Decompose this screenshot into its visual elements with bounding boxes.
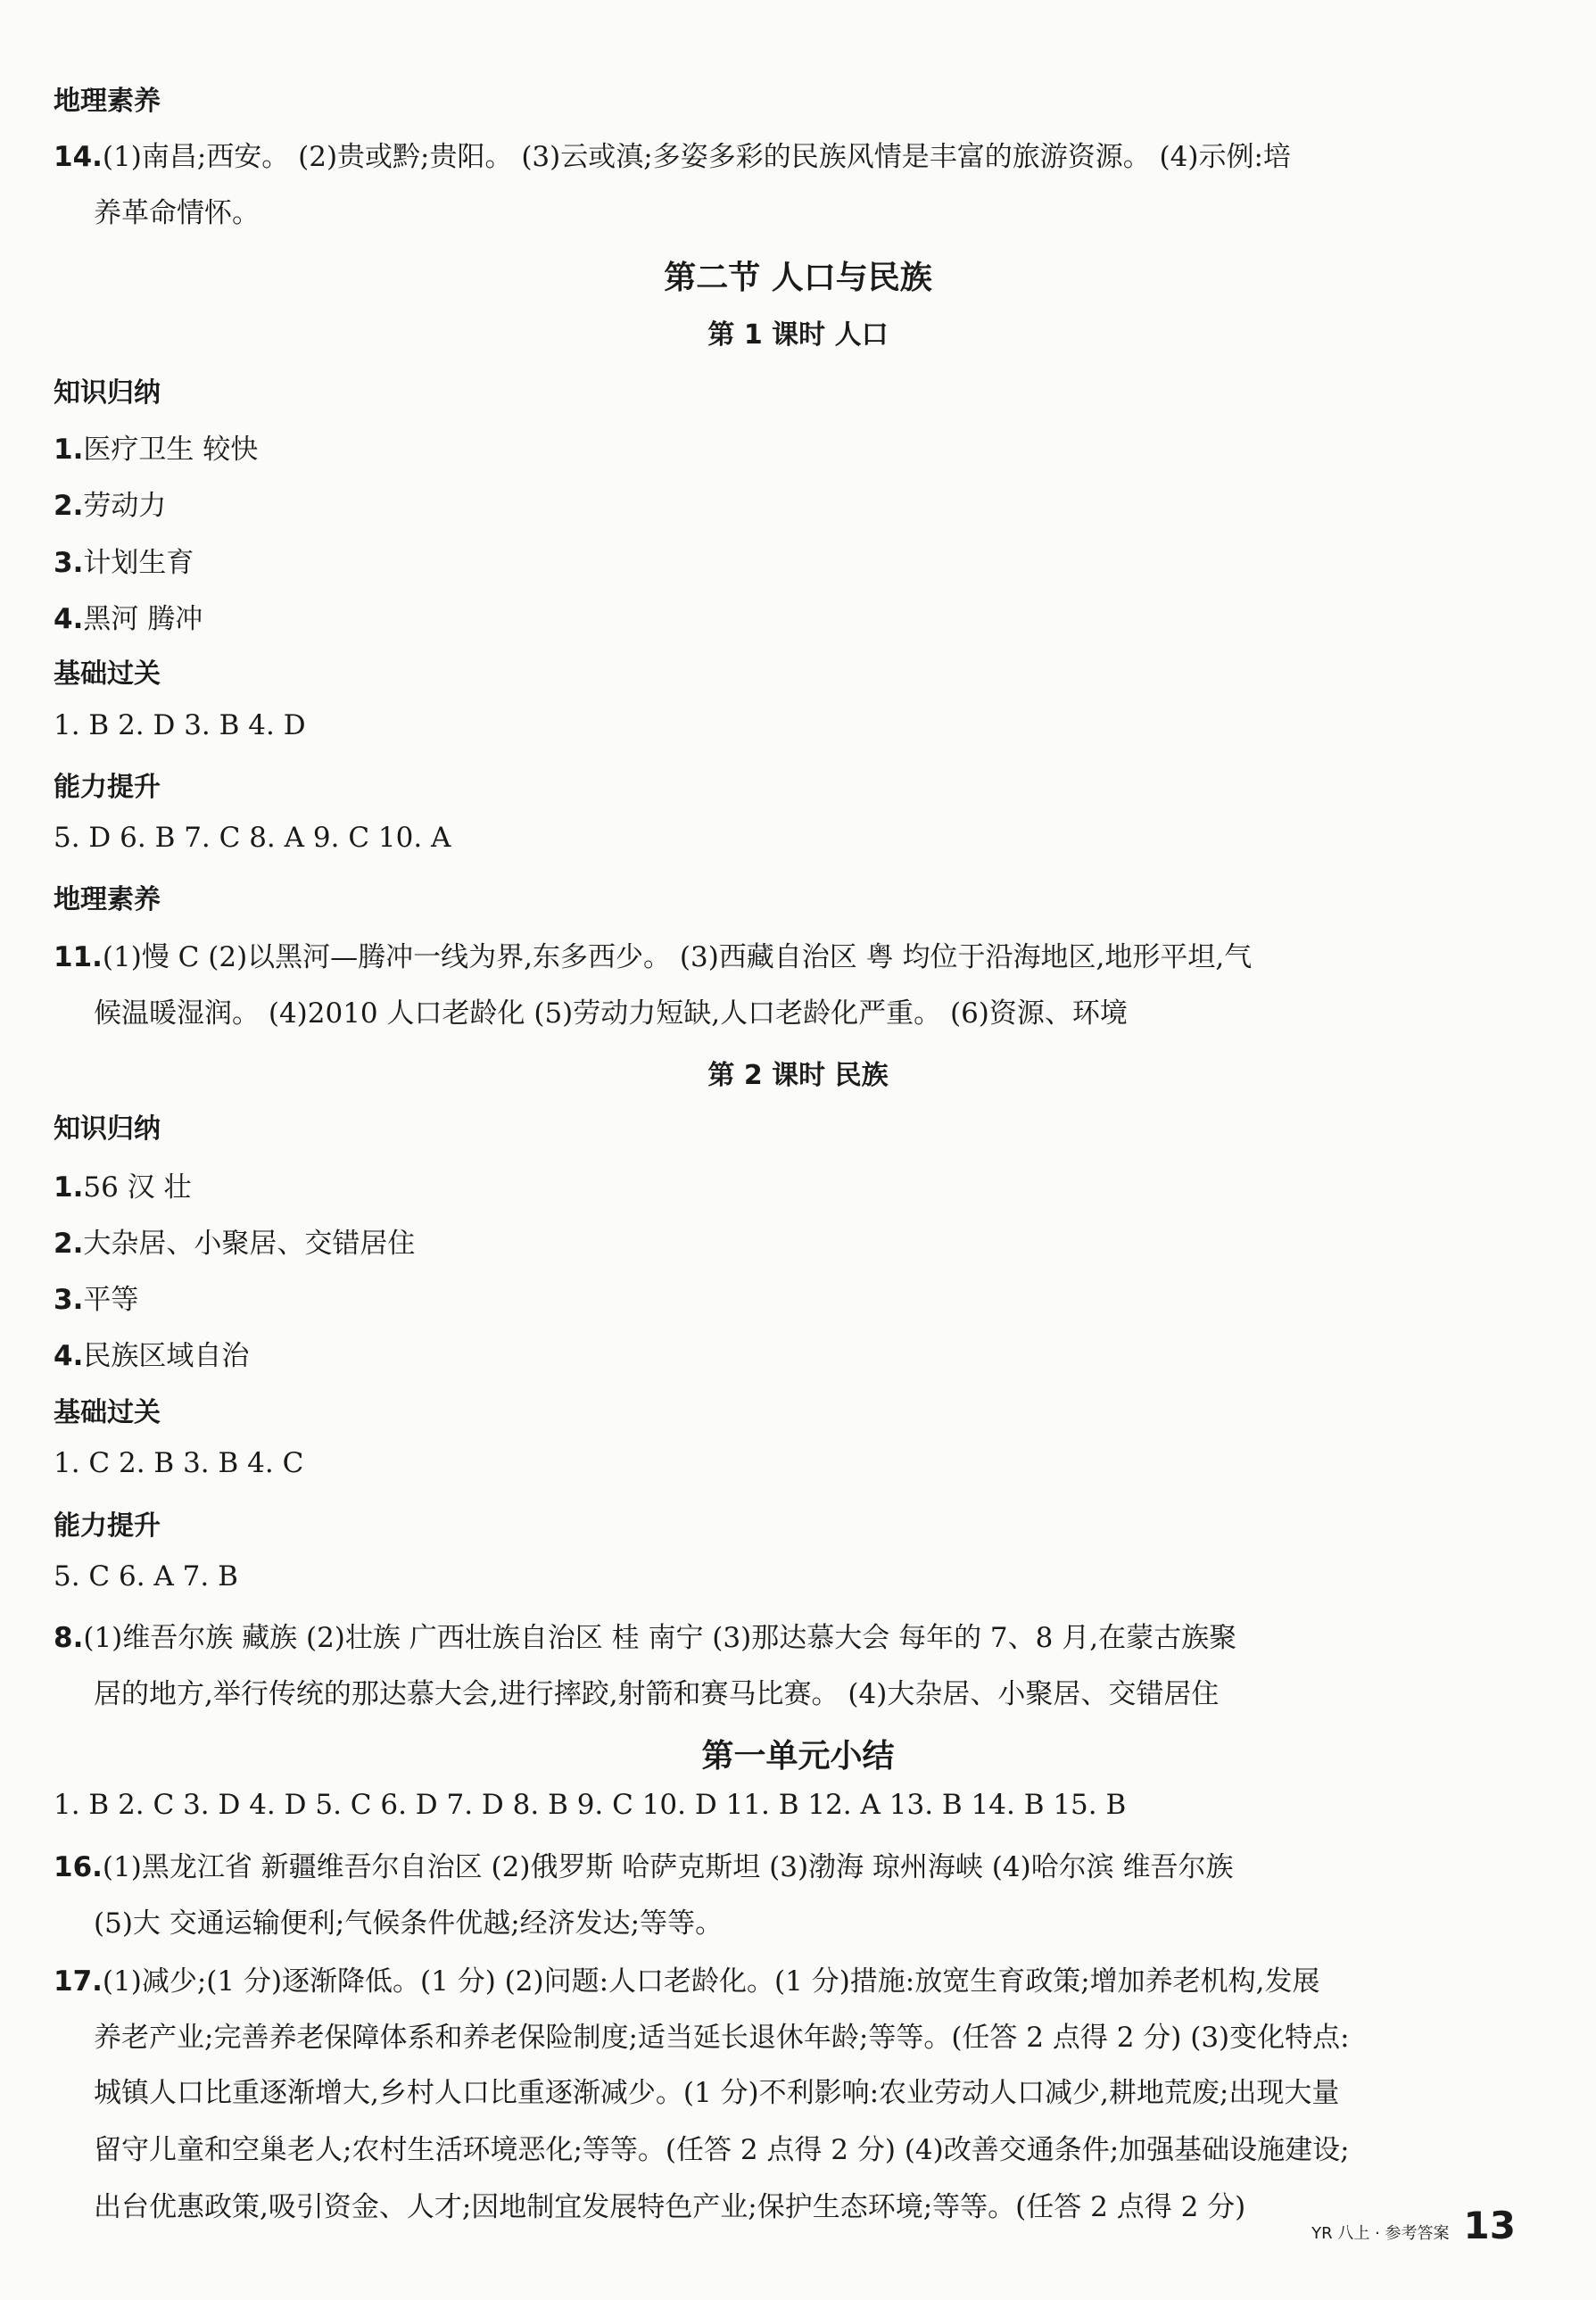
- item-text: (1)减少;(1 分)逐渐降低。(1 分) (2)问题:人口老龄化。(1 分)措施:放宽生育政策;增加养老机构,发展: [102, 1965, 1320, 1998]
- item-number: 8.: [54, 1622, 84, 1654]
- item-text: (1)慢 C (2)以黑河—腾冲一线为界,东多西少。 (3)西藏自治区 粤 均位于沿海地区,地形平坦,气: [102, 941, 1253, 973]
- section-label: 基础过关: [54, 1397, 161, 1428]
- section-label: 地理素养: [54, 86, 161, 117]
- item-number: 4.: [54, 1340, 84, 1372]
- answer-item: [54, 1277, 138, 1317]
- section-label: 知识归纳: [54, 1113, 161, 1145]
- item-number: 4.: [54, 603, 84, 635]
- answer-item: [54, 134, 1291, 174]
- lesson-title: 第 1 课时 人口: [707, 319, 889, 351]
- section-title: 第二节 人口与民族: [664, 260, 932, 296]
- section-label: 知识归纳: [54, 377, 161, 409]
- section-label: 能力提升: [54, 1510, 161, 1542]
- item-continuation: (5)大 交通运输便利;气候条件优越;经济发达;等等。: [94, 1907, 724, 1940]
- item-continuation: 养老产业;完善养老保障体系和养老保险制度;适当延长退休年龄;等等。(任答 2 点得 2 分) (3)变化特点:: [94, 2022, 1350, 2054]
- answer-item: [54, 426, 258, 467]
- item-text: 民族区域自治: [83, 1340, 250, 1372]
- item-number: 17.: [54, 1965, 103, 1998]
- item-continuation: 城镇人口比重逐渐增大,乡村人口比重逐渐减少。(1 分)不利影响:农业劳动人口减少,耕地荒废;出现大量: [94, 2077, 1340, 2109]
- item-continuation: 候温暖湿润。 (4)2010 人口老龄化 (5)劳动力短缺,人口老龄化严重。 (6)资源、环境: [94, 997, 1128, 1030]
- lesson-title: 第 2 课时 民族: [707, 1060, 889, 1091]
- page-footer: [1311, 2204, 1516, 2247]
- item-continuation: 养革命情怀。: [94, 197, 260, 229]
- item-text: 黑河 腾冲: [83, 603, 203, 635]
- item-text: 劳动力: [83, 490, 167, 522]
- item-text: 平等: [83, 1284, 139, 1316]
- item-number: 11.: [54, 941, 103, 973]
- answer-item: [54, 1220, 415, 1261]
- answer-item: [54, 1844, 1234, 1884]
- item-number: 1.: [54, 1171, 84, 1204]
- answer-list: 1. B 2. D 3. B 4. D: [54, 709, 306, 741]
- item-number: 1.: [54, 434, 84, 466]
- item-number: 3.: [54, 1284, 84, 1316]
- item-text: 大杂居、小聚居、交错居住: [83, 1228, 416, 1260]
- item-number: 16.: [54, 1851, 103, 1883]
- item-number: 2.: [54, 490, 84, 522]
- item-continuation: 出台优惠政策,吸引资金、人才;因地制宜发展特色产业;保护生态环境;等等。(任答 2 点得 2 分): [94, 2191, 1246, 2223]
- answer-list: 5. D 6. B 7. C 8. A 9. C 10. A: [54, 822, 451, 854]
- section-label: 能力提升: [54, 772, 161, 803]
- section-title: 第一单元小结: [701, 1738, 895, 1775]
- answer-item: [54, 1958, 1320, 1998]
- answer-item: [54, 1333, 249, 1373]
- item-text: (1)维吾尔族 藏族 (2)壮族 广西壮族自治区 桂 南宁 (3)那达慕大会 每年的 7、8 月,在蒙古族聚: [83, 1622, 1237, 1654]
- item-text: 医疗卫生 较快: [83, 434, 259, 466]
- section-label: 基础过关: [54, 658, 161, 690]
- item-continuation: 留守儿童和空巢老人;农村生活环境恶化;等等。(任答 2 点得 2 分) (4)改善交通条件;加强基础设施建设;: [94, 2134, 1350, 2166]
- item-text: (1)南昌;西安。 (2)贵或黔;贵阳。 (3)云或滇;多姿多彩的民族风情是丰富的旅游资源。 (4)示例:培: [102, 141, 1291, 173]
- item-number: 2.: [54, 1228, 84, 1260]
- item-continuation: 居的地方,举行传统的那达慕大会,进行摔跤,射箭和赛马比赛。 (4)大杂居、小聚居、交错居住: [94, 1678, 1220, 1710]
- answer-item: [54, 483, 166, 523]
- answer-item: [54, 1615, 1236, 1655]
- item-text: 计划生育: [83, 547, 194, 579]
- section-label: 地理素养: [54, 884, 161, 915]
- item-text: (1)黑龙江省 新疆维吾尔自治区 (2)俄罗斯 哈萨克斯坦 (3)渤海 琼州海峡 (4)哈尔滨 维吾尔族: [102, 1851, 1234, 1883]
- footer-label: YR 八上 · 参考答案: [1311, 2224, 1450, 2243]
- answer-item: [54, 1164, 192, 1204]
- page-number: 13: [1463, 2204, 1516, 2247]
- item-number: 3.: [54, 547, 84, 579]
- answer-item: [54, 540, 194, 580]
- answer-item: [54, 596, 203, 636]
- answer-item: [54, 934, 1252, 974]
- answer-list: 5. C 6. A 7. B: [54, 1560, 238, 1593]
- answer-list: 1. B 2. C 3. D 4. D 5. C 6. D 7. D 8. B 9. C 10. D 11. B 12. A 13. B 14. B 15. B: [54, 1789, 1127, 1821]
- item-text: 56 汉 壮: [83, 1171, 192, 1204]
- item-number: 14.: [54, 141, 103, 173]
- answer-list: 1. C 2. B 3. B 4. C: [54, 1447, 304, 1479]
